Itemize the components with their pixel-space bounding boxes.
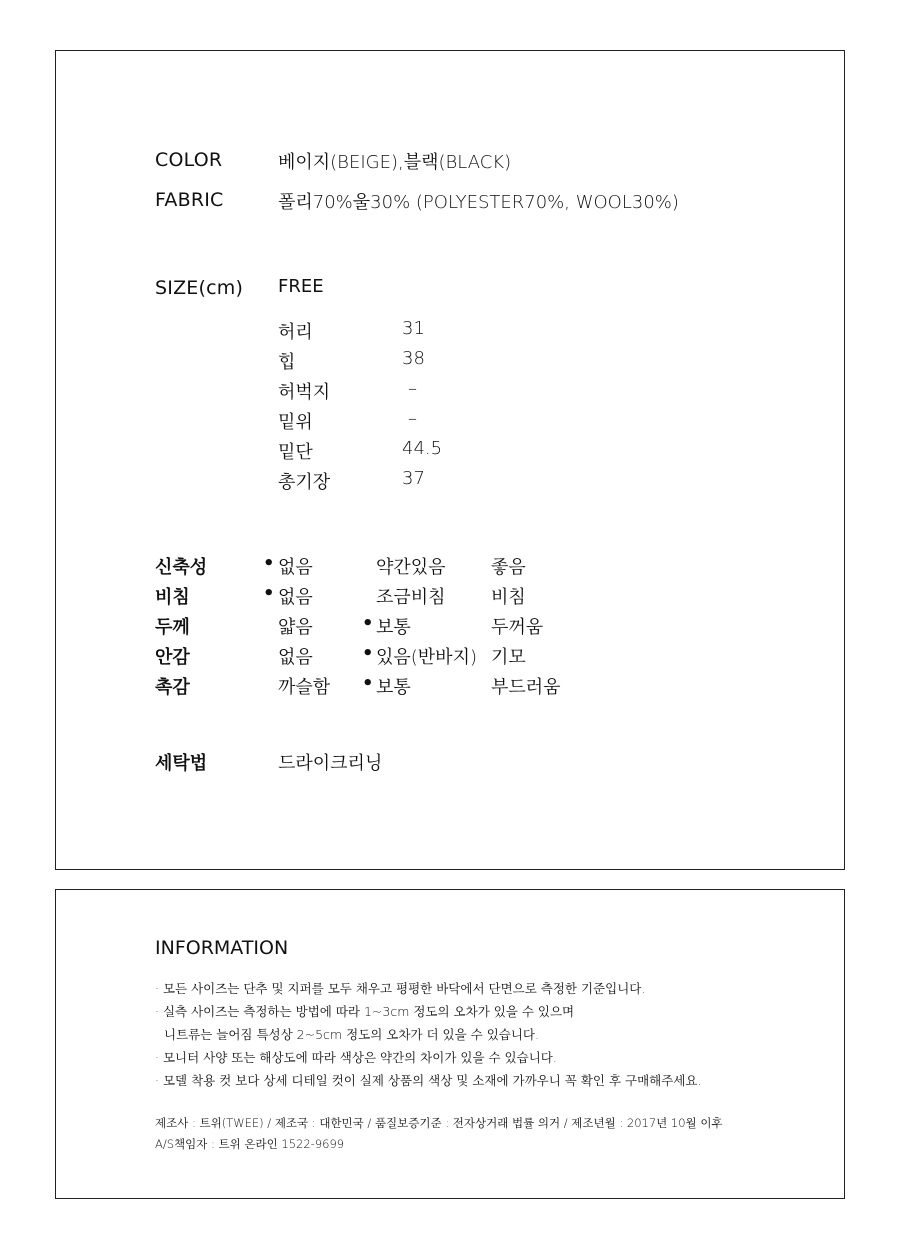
quality-option: 비침 <box>491 587 526 608</box>
quality-label: 두께 <box>155 617 190 638</box>
quality-option: 좋음 <box>491 557 526 578</box>
as-contact-line: A/S책임자 : 트위 온라인 1522-9699 <box>155 1137 345 1151</box>
wash-label: 세탁법 <box>155 753 208 774</box>
measurement-value: 38 <box>402 348 425 369</box>
information-panel <box>55 889 845 1199</box>
measurement-value: – <box>408 378 417 399</box>
measurement-value: 31 <box>402 318 425 339</box>
quality-label: 비침 <box>155 587 190 608</box>
measurement-value: 37 <box>402 468 425 489</box>
measurement-name: 총기장 <box>278 472 331 493</box>
selected-bullet: • <box>362 643 374 664</box>
quality-option-selected: 있음(반바지) <box>376 647 477 668</box>
selected-bullet: • <box>362 613 374 634</box>
info-note: 니트류는 늘어짐 특성상 2~5cm 정도의 오차가 더 있을 수 있습니다. <box>164 1027 539 1042</box>
selected-bullet: • <box>362 673 374 694</box>
quality-option: 없음 <box>278 647 313 668</box>
color-value: 베이지(BEIGE),블랙(BLACK) <box>278 152 512 173</box>
quality-option: 두꺼움 <box>491 617 544 638</box>
quality-option: 까슬함 <box>278 677 331 698</box>
measurement-name: 허벅지 <box>278 382 331 403</box>
fabric-value: 폴리70%울30% (POLYESTER70%, WOOL30%) <box>278 192 679 213</box>
info-note: · 모델 착용 컷 보다 상세 디테일 컷이 실제 상품의 색상 및 소재에 가까우니 꼭 확인 후 구매해주세요. <box>155 1073 702 1088</box>
measurement-name: 밑위 <box>278 412 313 433</box>
information-title: INFORMATION <box>155 937 289 959</box>
quality-label: 촉감 <box>155 677 190 698</box>
measurement-name: 힙 <box>278 352 296 373</box>
size-label: SIZE(cm) <box>155 277 244 299</box>
manufacturer-line: 제조사 : 트위(TWEE) / 제조국 : 대한민국 / 품질보증기준 : 전자상거래 법률 의거 / 제조년월 : 2017년 10월 이후 <box>155 1116 723 1130</box>
quality-label: 신축성 <box>155 557 208 578</box>
info-note: · 실측 사이즈는 측정하는 방법에 따라 1~3cm 정도의 오차가 있을 수 있으며 <box>155 1004 575 1019</box>
selected-bullet: • <box>263 583 275 604</box>
measurement-value: – <box>408 408 417 429</box>
quality-option: 기모 <box>491 647 526 668</box>
quality-option: 부드러움 <box>491 677 561 698</box>
quality-option: 약간있음 <box>376 557 446 578</box>
measurement-name: 밑단 <box>278 442 313 463</box>
quality-option: 조금비침 <box>376 587 446 608</box>
measurement-name: 허리 <box>278 322 313 343</box>
quality-option-selected: 보통 <box>376 677 411 698</box>
color-label: COLOR <box>155 149 223 171</box>
info-note: · 모든 사이즈는 단추 및 지퍼를 모두 채우고 평평한 바닥에서 단면으로 측정한 기준입니다. <box>155 981 646 996</box>
quality-option: 얇음 <box>278 617 313 638</box>
wash-value: 드라이크리닝 <box>278 753 383 774</box>
quality-option-selected: 없음 <box>278 587 313 608</box>
quality-option-selected: 보통 <box>376 617 411 638</box>
size-value: FREE <box>278 276 324 297</box>
quality-label: 안감 <box>155 647 190 668</box>
fabric-label: FABRIC <box>155 189 224 211</box>
quality-option-selected: 없음 <box>278 557 313 578</box>
info-note: · 모니터 사양 또는 해상도에 따라 색상은 약간의 차이가 있을 수 있습니다. <box>155 1050 557 1065</box>
measurement-value: 44.5 <box>402 438 443 459</box>
selected-bullet: • <box>263 553 275 574</box>
